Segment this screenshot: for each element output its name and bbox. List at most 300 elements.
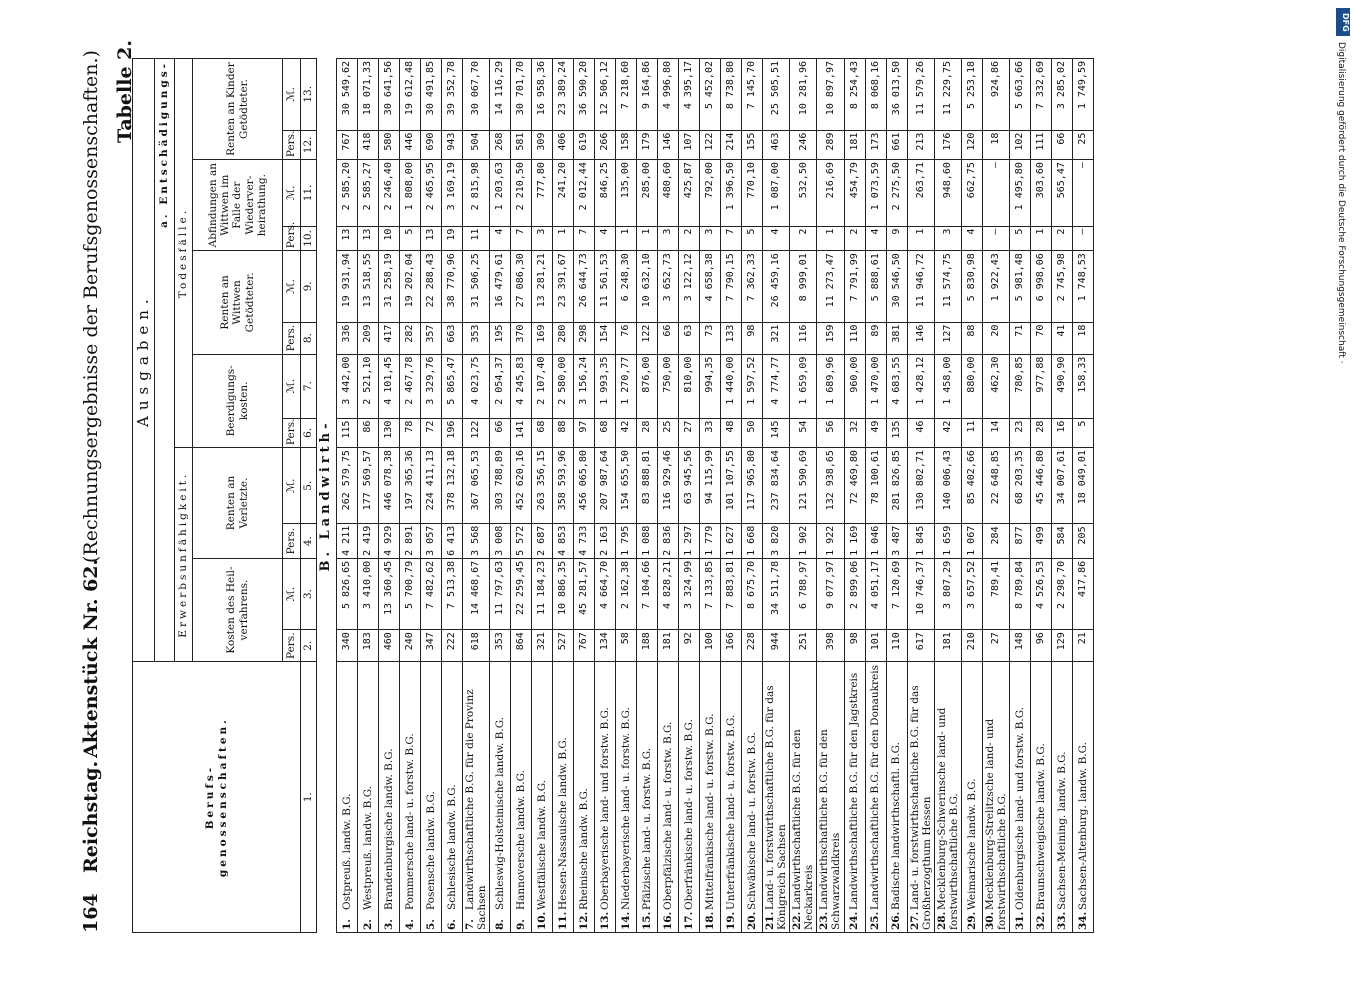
amount-cell: 2 298,70 [1051, 558, 1072, 629]
genossenschaft-name: Landwirthschaftliche B.G. für die Provinz Sachsen [464, 689, 489, 930]
persons-cell: — [982, 226, 1009, 251]
genossenschaft-name-cell [595, 662, 616, 933]
genossenschaft-name-cell [463, 662, 490, 933]
persons-cell: 1 046 [865, 524, 886, 558]
persons-cell: 159 [817, 322, 844, 354]
persons-cell: 767 [574, 630, 595, 662]
amount-cell: 4 245,83 [511, 354, 532, 418]
genossenschaft-name-cell [616, 662, 637, 933]
amount-cell: 4 101,45 [379, 354, 400, 418]
persons-cell: 72 [421, 418, 442, 448]
row-number: 27. [908, 911, 921, 930]
table-row [844, 59, 865, 933]
genossenschaft-name-cell [790, 662, 817, 933]
persons-cell: 111 [1030, 130, 1051, 160]
genossenschaft-name: Hannoversche landw. B.G. [515, 770, 528, 910]
genossenschaft-name-cell [1009, 662, 1030, 933]
amount-cell: 8 254,43 [844, 59, 865, 131]
amount-cell: 1 659,09 [790, 354, 817, 418]
amount-cell: 4 395,17 [679, 59, 700, 131]
persons-cell: 66 [1051, 130, 1072, 160]
persons-cell: — [1072, 226, 1093, 251]
amount-cell: 880,00 [961, 354, 982, 418]
persons-cell: 499 [1030, 524, 1051, 558]
persons-cell: 2 163 [595, 524, 616, 558]
amount-cell: 948,60 [934, 160, 961, 226]
persons-cell: 66 [490, 418, 511, 448]
amount-cell: 263 356,15 [532, 448, 553, 524]
header-pers: Pers. [283, 322, 301, 354]
genossenschaft-name-cell [553, 662, 574, 933]
persons-cell: 122 [700, 130, 721, 160]
row-number: 29. [965, 911, 978, 930]
amount-cell: 5 826,65 [337, 558, 358, 629]
amount-cell: 13 281,21 [532, 251, 553, 322]
persons-cell: 222 [442, 630, 463, 662]
persons-cell: 32 [844, 418, 865, 448]
persons-cell: 282 [400, 322, 421, 354]
persons-cell: 268 [490, 130, 511, 160]
amount-cell: 19 612,48 [400, 59, 421, 131]
header-beerdigung: Beerdigungs-kosten. [193, 354, 283, 448]
table-row [379, 59, 400, 933]
amount-cell: 2 899,06 [844, 558, 865, 629]
amount-cell: 454,79 [844, 160, 865, 226]
amount-cell: 1 470,00 [865, 354, 886, 418]
genossenschaft-name: Westpreuß. landw. B.G. [361, 785, 374, 910]
genossenschaft-name: Brandenburgische landw. B.G. [382, 748, 395, 910]
amount-cell: 7 883,81 [721, 558, 742, 629]
amount-cell: 68 203,35 [1009, 448, 1030, 524]
header-berufs-label: Berufs- [204, 764, 217, 830]
amount-cell: 85 402,66 [961, 448, 982, 524]
header-mark: ℳ. [283, 558, 301, 629]
persons-cell: 11 [463, 226, 490, 251]
amount-cell: 22 259,45 [511, 558, 532, 629]
genossenschaft-name: Pfälzische land- u. forstw. B.G. [641, 747, 654, 910]
amount-cell: 1 597,52 [742, 354, 763, 418]
amount-cell: 1 993,35 [595, 354, 616, 418]
persons-cell: 107 [679, 130, 700, 160]
row-number: 10. [536, 911, 549, 930]
genossenschaft-name-cell [844, 662, 865, 933]
table-row [490, 59, 511, 933]
persons-cell: 353 [463, 322, 490, 354]
table-row [400, 59, 421, 933]
genossenschaft-name-cell [982, 662, 1009, 933]
column-number: 1. [301, 662, 317, 933]
amount-cell: 158,33 [1072, 354, 1093, 418]
data-table [132, 58, 1094, 933]
table-row [421, 59, 442, 933]
genossenschaft-name-cell [721, 662, 742, 933]
persons-cell: 2 [679, 226, 700, 251]
table-row [721, 59, 742, 933]
header-mark: ℳ. [283, 160, 301, 226]
amount-cell: 876,00 [637, 354, 658, 418]
persons-cell: 463 [763, 130, 790, 160]
persons-cell: 49 [865, 418, 886, 448]
amount-cell: 45 281,57 [574, 558, 595, 629]
rotated-page [70, 40, 1150, 933]
amount-cell: 2 521,10 [358, 354, 379, 418]
row-number: 14. [620, 911, 633, 930]
table-row [1072, 59, 1093, 933]
persons-cell: 28 [1030, 418, 1051, 448]
persons-cell: 88 [553, 418, 574, 448]
genossenschaft-name-cell [700, 662, 721, 933]
persons-cell: 33 [700, 418, 721, 448]
persons-cell: 183 [358, 630, 379, 662]
persons-cell: 340 [337, 630, 358, 662]
genossenschaft-name: Landwirthschaftliche B.G. für den Neckarkreis [791, 729, 816, 930]
persons-cell: 146 [658, 130, 679, 160]
persons-cell: 21 [1072, 630, 1093, 662]
row-number: 24. [848, 911, 861, 930]
amount-cell: 5 452,02 [700, 59, 721, 131]
amount-cell: 2 107,40 [532, 354, 553, 418]
amount-cell: 26 644,73 [574, 251, 595, 322]
amount-cell: 662,75 [961, 160, 982, 226]
persons-cell: 2 836 [658, 524, 679, 558]
persons-cell: 336 [337, 322, 358, 354]
persons-cell: 527 [553, 630, 574, 662]
persons-cell: 135 [886, 418, 907, 448]
persons-cell: 122 [463, 418, 490, 448]
amount-cell: 13 518,55 [358, 251, 379, 322]
persons-cell: 155 [742, 130, 763, 160]
persons-cell: 309 [532, 130, 553, 160]
table-row [595, 59, 616, 933]
table-row [574, 59, 595, 933]
persons-cell: 1 659 [934, 524, 961, 558]
persons-cell: 205 [1072, 524, 1093, 558]
persons-cell: 298 [574, 322, 595, 354]
persons-cell: 3 057 [421, 524, 442, 558]
amount-cell: 13 360,45 [379, 558, 400, 629]
row-number: 31. [1013, 911, 1026, 930]
amount-cell: 2 815,98 [463, 160, 490, 226]
persons-cell: 4 929 [379, 524, 400, 558]
persons-cell: 173 [865, 130, 886, 160]
amount-cell: 7 513,38 [442, 558, 463, 629]
table-row [865, 59, 886, 933]
page-number: 164 [80, 893, 102, 933]
row-number: 25. [869, 911, 882, 930]
amount-cell: 101 107,55 [721, 448, 742, 524]
amount-cell: 456 065,80 [574, 448, 595, 524]
persons-cell: 246 [790, 130, 817, 160]
persons-cell: 181 [844, 130, 865, 160]
persons-cell: 18 [982, 130, 1009, 160]
persons-cell: 1 088 [637, 524, 658, 558]
amount-cell: 1 749,59 [1072, 59, 1093, 131]
amount-cell: 7 790,15 [721, 251, 742, 322]
persons-cell: 228 [742, 630, 763, 662]
persons-cell: 181 [658, 630, 679, 662]
row-number: 30. [983, 911, 996, 930]
persons-cell: 18 [1072, 322, 1093, 354]
genossenschaft-name: Posensche landw. B.G. [424, 791, 437, 910]
persons-cell: 23 [1009, 418, 1030, 448]
amount-cell: 197 365,36 [400, 448, 421, 524]
genossenschaft-name: Oberpfälzische land- u. forstw. B.G. [662, 721, 675, 910]
header-mark: ℳ. [283, 448, 301, 524]
persons-cell: 266 [595, 130, 616, 160]
row-number: 6. [445, 919, 458, 930]
header-todesfaelle: Todesfälle. [175, 59, 193, 448]
amount-cell: 2 246,40 [379, 160, 400, 226]
amount-cell: 34 511,78 [763, 558, 790, 629]
persons-cell: 27 [982, 630, 1009, 662]
table-row [463, 59, 490, 933]
amount-cell: 977,88 [1030, 354, 1051, 418]
persons-cell: 130 [379, 418, 400, 448]
column-number: 7. [301, 354, 317, 418]
genossenschaft-name-cell [421, 662, 442, 933]
persons-cell: 145 [763, 418, 790, 448]
persons-cell: 460 [379, 630, 400, 662]
persons-cell: 1 [616, 226, 637, 251]
amount-cell: 4 051,17 [865, 558, 886, 629]
genossenschaft-name-cell [763, 662, 790, 933]
persons-cell: 27 [679, 418, 700, 448]
persons-cell: 166 [721, 630, 742, 662]
persons-cell: 504 [463, 130, 490, 160]
amount-cell: 36 590,20 [574, 59, 595, 131]
row-number: 11. [557, 911, 570, 930]
amount-cell: 846,25 [595, 160, 616, 226]
persons-cell: 1 [907, 226, 934, 251]
column-number: 8. [301, 322, 317, 354]
genossenschaft-name: Landwirthschaftliche B.G. für den Jagstkreis [848, 672, 861, 910]
persons-cell: 321 [532, 630, 553, 662]
row-number: 19. [725, 911, 738, 930]
amount-cell: 1 458,00 [934, 354, 961, 418]
persons-cell: 4 [595, 226, 616, 251]
amount-cell: 770,10 [742, 160, 763, 226]
amount-cell: 4 664,70 [595, 558, 616, 629]
amount-cell: 565,47 [1051, 160, 1072, 226]
amount-cell: 3 657,52 [961, 558, 982, 629]
persons-cell: 1 795 [616, 524, 637, 558]
persons-cell: 7 [511, 226, 532, 251]
persons-cell: 2 891 [400, 524, 421, 558]
amount-cell: 117 965,80 [742, 448, 763, 524]
amount-cell: 777,80 [532, 160, 553, 226]
persons-cell: 127 [934, 322, 961, 354]
genossenschaft-name: Land- u. forstwirthschaftliche B.G. für das Großherzogthum Hessen [908, 685, 933, 930]
header-mark: ℳ. [283, 354, 301, 418]
amount-cell: 2 585,27 [358, 160, 379, 226]
genossenschaft-name-cell [379, 662, 400, 933]
amount-cell: 1 428,12 [907, 354, 934, 418]
persons-cell: 71 [1009, 322, 1030, 354]
persons-cell: 767 [337, 130, 358, 160]
amount-cell: 1 270,77 [616, 354, 637, 418]
amount-cell: 2 012,44 [574, 160, 595, 226]
persons-cell: 195 [490, 322, 511, 354]
amount-cell: 130 802,71 [907, 448, 934, 524]
persons-cell: 3 568 [463, 524, 490, 558]
header-left: Reichstag. [80, 760, 102, 873]
genossenschaft-name: Hessen-Nassauische landw. B.G. [557, 737, 570, 910]
amount-cell: 8 789,84 [1009, 558, 1030, 629]
persons-cell: 1 297 [679, 524, 700, 558]
genossenschaft-name: Landwirthschaftliche B.G. für den Donaukreis [869, 664, 882, 910]
genossenschaft-name: Weimarische landw. B.G. [965, 778, 978, 910]
persons-cell: 3 820 [763, 524, 790, 558]
persons-cell: 134 [595, 630, 616, 662]
header-ausgaben: Ausgaben. [133, 59, 155, 662]
amount-cell: 16 958,36 [532, 59, 553, 131]
amount-cell: 281 826,85 [886, 448, 907, 524]
persons-cell: 3 [934, 226, 961, 251]
persons-cell: 1 845 [907, 524, 934, 558]
header-kinder: Renten an Kinder Getödteter. [193, 59, 283, 160]
persons-cell: 19 [442, 226, 463, 251]
amount-cell: 10 281,96 [790, 59, 817, 131]
amount-cell: 18 071,33 [358, 59, 379, 131]
amount-cell: 11 561,53 [595, 251, 616, 322]
table-number: Tabelle 2. [114, 40, 136, 143]
persons-cell: 66 [658, 322, 679, 354]
persons-cell: 406 [553, 130, 574, 160]
header-pers: Pers. [283, 524, 301, 558]
persons-cell: 56 [817, 418, 844, 448]
amount-cell: 45 446,80 [1030, 448, 1051, 524]
persons-cell: 864 [511, 630, 532, 662]
column-number: 2. [301, 630, 317, 662]
table-row [532, 59, 553, 933]
amount-cell: 11 229,75 [934, 59, 961, 131]
amount-cell: 7 482,62 [421, 558, 442, 629]
persons-cell: 4 [490, 226, 511, 251]
table-row [1009, 59, 1030, 933]
column-number: 4. [301, 524, 317, 558]
persons-cell: 158 [616, 130, 637, 160]
persons-cell: 877 [1009, 524, 1030, 558]
amount-cell: 116 929,46 [658, 448, 679, 524]
persons-cell: 3 [658, 226, 679, 251]
genossenschaft-name-cell [511, 662, 532, 933]
header-pers: Pers. [283, 130, 301, 160]
amount-cell: 38 770,96 [442, 251, 463, 322]
persons-cell: 3 487 [886, 524, 907, 558]
persons-cell: 10 [379, 226, 400, 251]
genossenschaft-name-cell [961, 662, 982, 933]
persons-cell: 14 [982, 418, 1009, 448]
amount-cell: 3 807,29 [934, 558, 961, 629]
persons-cell: 7 [574, 226, 595, 251]
genossenschaft-name: Oberbayerische land- und forstw. B.G. [599, 707, 612, 910]
genossenschaft-name-cell [637, 662, 658, 933]
persons-cell: 5 572 [511, 524, 532, 558]
table-row [817, 59, 844, 933]
header-entschaedigungen: a. Entschädigungs- [155, 59, 175, 662]
amount-cell: 960,00 [844, 354, 865, 418]
persons-cell: 1 [1030, 226, 1051, 251]
row-number: 1. [340, 919, 353, 930]
persons-cell: 42 [616, 418, 637, 448]
genossenschaft-name: Mecklenburg-Schwerinsche land- und forstwirthschaftliche B.G. [935, 707, 960, 930]
amount-cell: 2 054,37 [490, 354, 511, 418]
persons-cell: 417 [379, 322, 400, 354]
amount-cell: 11 574,75 [934, 251, 961, 322]
genossenschaft-name: Mecklenburg-Strelitzsche land- und forstwirthschaftliche B.G. [983, 718, 1008, 930]
persons-cell: 4 853 [553, 524, 574, 558]
persons-cell: 110 [844, 322, 865, 354]
genossenschaft-name: Braunschweigische landw. B.G. [1034, 743, 1047, 910]
persons-cell: 3 008 [490, 524, 511, 558]
row-number: 9. [515, 919, 528, 930]
amount-cell: 11 579,26 [907, 59, 934, 131]
persons-cell: 357 [421, 322, 442, 354]
amount-cell: 3 329,76 [421, 354, 442, 418]
row-number: 23. [818, 911, 831, 930]
amount-cell: 1 922,43 [982, 251, 1009, 322]
genossenschaft-name-cell [1051, 662, 1072, 933]
amount-cell: 8 675,70 [742, 558, 763, 629]
persons-cell: 280 [553, 322, 574, 354]
amount-cell: 135,00 [616, 160, 637, 226]
persons-cell: 4 [865, 226, 886, 251]
persons-cell: 3 [532, 226, 553, 251]
amount-cell: 480,60 [658, 160, 679, 226]
persons-cell: 3 [700, 226, 721, 251]
amount-cell: 3 324,99 [679, 558, 700, 629]
amount-cell: 3 169,19 [442, 160, 463, 226]
dfg-credit-text: Digitalisierung gefördert durch die Deutsche Forschungsgemeinschaft · [1336, 42, 1346, 364]
genossenschaft-name: Oldenburgische land- und forstw. B.G. [1013, 706, 1026, 910]
persons-cell: 154 [595, 322, 616, 354]
amount-cell: 36 013,50 [886, 59, 907, 131]
amount-cell: 140 006,43 [934, 448, 961, 524]
persons-cell: 76 [616, 322, 637, 354]
persons-cell: 581 [511, 130, 532, 160]
amount-cell: 452 620,16 [511, 448, 532, 524]
amount-cell: 30 701,70 [511, 59, 532, 131]
genossenschaft-name-cell [658, 662, 679, 933]
amount-cell: 26 459,16 [763, 251, 790, 322]
persons-cell: 1 902 [790, 524, 817, 558]
row-number: 18. [704, 911, 717, 930]
persons-cell: 92 [679, 630, 700, 662]
genossenschaft-name: Rheinische landw. B.G. [578, 788, 591, 910]
persons-cell: 661 [886, 130, 907, 160]
amount-cell: 83 888,81 [637, 448, 658, 524]
persons-cell: 188 [637, 630, 658, 662]
header-pers: Pers. [283, 226, 301, 251]
amount-cell: 2 210,50 [511, 160, 532, 226]
amount-cell: 19 931,94 [337, 251, 358, 322]
amount-cell: 2 465,95 [421, 160, 442, 226]
header-wittwen: Renten an Wittwen Getödteter. [193, 251, 283, 354]
amount-cell: 303 788,89 [490, 448, 511, 524]
amount-cell: 446 078,38 [379, 448, 400, 524]
persons-cell: 240 [400, 630, 421, 662]
persons-cell: 146 [907, 322, 934, 354]
amount-cell: 2 580,00 [553, 354, 574, 418]
amount-cell: 425,87 [679, 160, 700, 226]
genossenschaft-name-cell [886, 662, 907, 933]
amount-cell: 14 116,29 [490, 59, 511, 131]
amount-cell: 378 132,18 [442, 448, 463, 524]
amount-cell: 177 569,57 [358, 448, 379, 524]
persons-cell: 196 [442, 418, 463, 448]
persons-cell: 181 [934, 630, 961, 662]
persons-cell: 70 [1030, 322, 1051, 354]
